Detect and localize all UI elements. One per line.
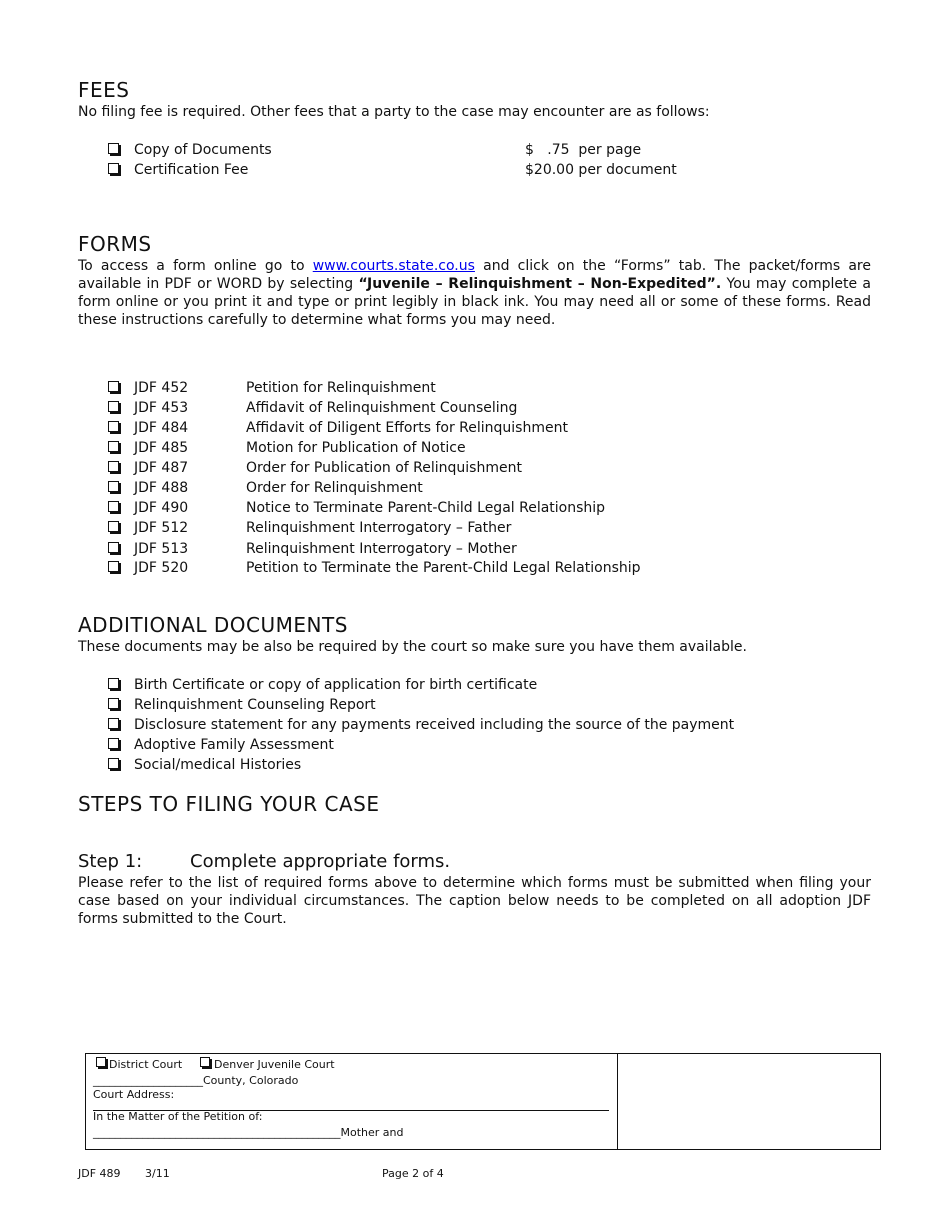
step1-label: Step 1: [78,851,143,872]
checkbox-icon[interactable] [108,718,119,729]
form-code: JDF 513 [134,541,189,557]
checkbox-icon[interactable] [108,542,119,553]
forms-intro-text: To access a form online go to [78,258,313,274]
checkbox-icon[interactable] [108,143,119,154]
checkbox-icon[interactable] [108,698,119,709]
checkbox-icon[interactable] [108,421,119,432]
checkbox-icon[interactable] [108,521,119,532]
footer-page-number: Page 2 of 4 [382,1167,444,1180]
fees-heading: FEES [78,78,130,102]
forms-intro-text: and click on the “Forms” tab. The packet/forms are available in PDF or WORD by selecting [78,258,871,292]
checkbox-icon[interactable] [108,381,119,392]
checkbox-icon[interactable] [108,738,119,749]
fees-intro: No filing fee is required. Other fees that a party to the case may encounter are as follows: [78,104,710,120]
steps-heading: STEPS TO FILING YOUR CASE [78,792,380,816]
additional-heading: ADDITIONAL DOCUMENTS [78,613,348,637]
checkbox-icon[interactable] [96,1057,106,1067]
footer-form-id: JDF 489 [78,1167,121,1180]
form-title: Relinquishment Interrogatory – Mother [246,541,517,557]
district-court-label: District Court [109,1058,183,1071]
document-label: Disclosure statement for any payments received including the source of the payment [134,717,735,733]
fee-label: Certification Fee [134,162,249,178]
denver-juvenile-court-label: Denver Juvenile Court [214,1058,335,1071]
footer-revision: 3/11 [145,1167,170,1180]
checkbox-icon[interactable] [108,561,119,572]
form-title: Order for Publication of Relinquishment [246,460,522,476]
forms-heading: FORMS [78,232,152,256]
checkbox-icon[interactable] [108,678,119,689]
checkbox-icon[interactable] [108,401,119,412]
form-title: Affidavit of Diligent Efforts for Relinquishment [246,420,568,436]
form-title: Relinquishment Interrogatory – Father [246,520,512,536]
county-line[interactable]: ____________________County, Colorado [93,1074,299,1087]
checkbox-icon[interactable] [108,441,119,452]
form-title: Petition to Terminate the Parent-Child Legal Relationship [246,560,641,576]
form-code: JDF 512 [134,520,189,536]
document-label: Adoptive Family Assessment [134,737,334,753]
form-code: JDF 487 [134,460,189,476]
fee-amount: $ .75 per page [525,142,642,158]
form-code: JDF 452 [134,380,189,396]
court-address-label: Court Address: [93,1088,175,1101]
form-code: JDF 520 [134,560,189,576]
document-label: Birth Certificate or copy of application for birth certificate [134,677,538,693]
courts-website-link[interactable]: www.courts.state.co.us [312,258,475,274]
step1-text: Please refer to the list of required forms above to determine which forms must be submitted when filing your case based on your individual circumstances. The caption below needs to be completed on all adoption JDF forms submitted to the Court. [78,875,871,927]
checkbox-icon[interactable] [108,758,119,769]
checkbox-icon[interactable] [108,481,119,492]
document-label: Social/medical Histories [134,757,302,773]
fee-amount: $20.00 per document [525,162,677,178]
document-label: Relinquishment Counseling Report [134,697,376,713]
form-title: Notice to Terminate Parent-Child Legal Relationship [246,500,606,516]
mother-line[interactable]: _____________________________________________Mother and [93,1126,404,1139]
checkbox-icon[interactable] [108,501,119,512]
matter-of-label: In the Matter of the Petition of: [93,1110,263,1123]
caption-left-panel [86,1054,618,1149]
fee-label: Copy of Documents [134,142,272,158]
form-title: Order for Relinquishment [246,480,423,496]
form-code: JDF 488 [134,480,189,496]
form-title: Affidavit of Relinquishment Counseling [246,400,518,416]
forms-intro-bold: “Juvenile – Relinquishment – Non-Expedited”. [358,276,722,292]
checkbox-icon[interactable] [108,461,119,472]
additional-intro: These documents may be also be required by the court so make sure you have them available. [78,639,747,655]
form-code: JDF 484 [134,420,189,436]
form-code: JDF 485 [134,440,189,456]
forms-intro [78,257,871,329]
form-title: Motion for Publication of Notice [246,440,466,456]
form-code: JDF 490 [134,500,189,516]
forms-intro-text: You may complete a form online or you print it and type or print legibly in black ink. You may need all or some of these forms. Read these instructions carefully to determine what forms you may need. [78,276,872,328]
checkbox-icon[interactable] [108,163,119,174]
form-title: Petition for Relinquishment [246,380,436,396]
form-code: JDF 453 [134,400,189,416]
court-caption-box [85,1053,881,1150]
step1-title: Complete appropriate forms. [190,851,451,872]
checkbox-icon[interactable] [200,1057,210,1067]
